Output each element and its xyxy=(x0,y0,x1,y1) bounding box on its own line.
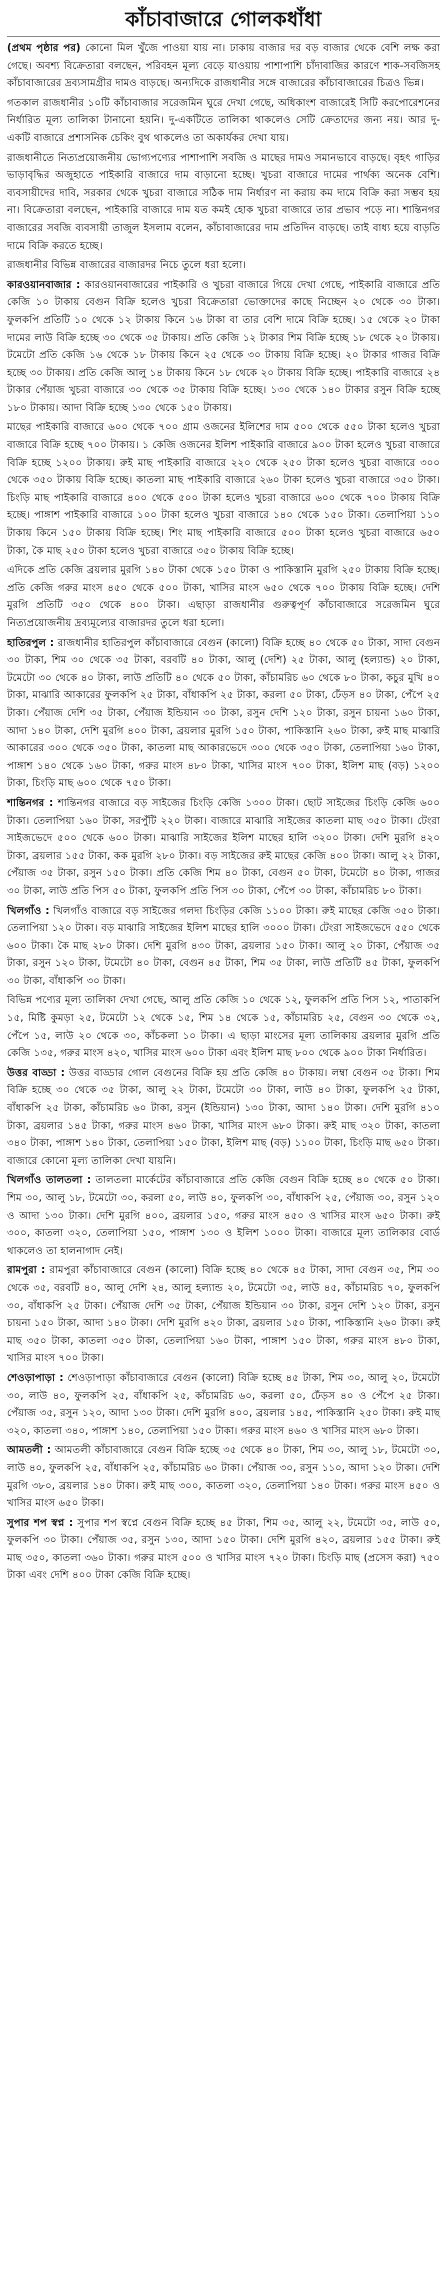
section-lead: রামপুরা : xyxy=(7,1265,46,1277)
paragraph-text: শেওড়াপাড়া কাঁচাবাজারে বেগুন (কালো) বিক্রি হচ্ছে ৪৫ টাকা, শিম ৩০, আলু ২০, টমেটো ৩০, লাউ ৪০, ফুলকপি ২৫, বাঁধাকপি ২৫, কাঁচামরিচ ৬০, করলা ৫০, ঢেঁড়স ৪০ ও পেঁপে ২৫ টাকা। পেঁয়াজ ৩৫, রসুন ১২০, আদা ১৩০ টাকা। দেশি মুরগি ৪০০, ব্রয়লার ১৪৫, পাকিস্তানি ২৫০ টাকা। রুই মাছ ৩২০, কাতলা ৩৪০, পাঙ্গাশ ১৪০, তেলাপিয়া ১৫০ টাকা। গরুর মাংস ৪৬০ ও খাসির মাংস ৬৮০ টাকা। xyxy=(7,1372,441,1437)
article-paragraph xyxy=(7,562,440,632)
section-lead: উত্তর বাড্ডা : xyxy=(7,1067,65,1079)
section-lead: শেওড়াপাড়া : xyxy=(7,1372,64,1384)
article-paragraph xyxy=(7,795,440,901)
article-paragraph xyxy=(7,40,440,93)
article-paragraph xyxy=(7,1172,440,1260)
paragraph-text: তালতলা মার্কেটের কাঁচাবাজারে প্রতি কেজি বেগুন বিক্রি হচ্ছে ৪০ থেকে ৫০ টাকা। শিম ৩০, আলু ১৮, টমেটো ৩০, করলা ৫০, লাউ ৪০, ফুলকপি ৩০, বাঁধাকপি ২৫, পেঁয়াজ ৩০, রসুন ১২০ ও আদা ১৩০ টাকা। দেশি মুরগি ৪০০, ব্রয়লার ১৫০, গরুর মাংস ৪৫০ ও খাসির মাংস ৬৫০ টাকা। রুই ৩০০, কাতলা ৩২০, তেলাপিয়া ১৫০, পাঙ্গাশ ১৩০ ও ইলিশ ১০০০ টাকা। বাজারে মূল্য তালিকার বোর্ড থাকলেও তা হালনাগাদ নেই। xyxy=(7,1175,440,1257)
paragraph-text: রামপুরা কাঁচাবাজারে বেগুন (কালো) বিক্রি হচ্ছে ৪০ থেকে ৪৫ টাকা, সাদা বেগুন ৩৫, শিম ৩০ থেকে ৩৫, বরবটি ৪০, আলু দেশি ২৪, আলু হল্যান্ড ২০, টমেটো ৩৫, লাউ ৪৫, কাঁচামরিচ ৭০, ফুলকপি ৩০, বাঁধাকপি ২৫ টাকা। পেঁয়াজ দেশি ৩৫ টাকা, পেঁয়াজ ইন্ডিয়ান ৩০ টাকা, রসুন দেশি ১২০ টাকা, রসুন চায়না ১৫০ টাকা, আদা ১৪০ টাকা। দেশি মুরগি ৪২০ টাকা, ব্রয়লার ১৫০ টাকা, পাকিস্তানি ২৬০ টাকা। রুই মাছ ৩৫০ টাকা, কাতলা ৩৫০ টাকা, তেলাপিয়া ১৬০ টাকা, পাঙ্গাশ ১৫০ টাকা, গরুর মাংস ৪৮০ টাকা, খাসির মাংস ৭০০ টাকা। xyxy=(7,1265,441,1365)
paragraph-text: এদিকে প্রতি কেজি ব্রয়লার মুরগি ১৪০ টাকা থেকে ১৫০ টাকা ও পাকিস্তানি মুরগি ২৫০ টাকায় বিক্রি হচ্ছে। প্রতি কেজি গরুর মাংস ৪৫০ থেকে ৫০০ টাকা, খাসির মাংস ৬৫০ থেকে ৭০০ টাকায় বিক্রি হচ্ছে। দেশি মুরগি প্রতিটি ৩৫০ থেকে ৪০০ টাকা। এছাড়া রাজধানীর গুরুত্বপূর্ণ কাঁচাবাজারে সরেজমিন ঘুরে নিত্যপ্রয়োজনীয় দ্রব্যমূল্যের বাজারদর তুলে ধরা হলো। xyxy=(7,565,440,629)
article-paragraph xyxy=(7,257,440,275)
section-lead: হাতিরপুল : xyxy=(7,637,54,649)
paragraph-text: শান্তিনগর বাজারে বড় সাইজের চিংড়ি কেজি ১৩০০ টাকা। ছোট সাইজের চিংড়ি কেজি ৬০০ টাকা। তেলাপিয়া ১৬০ টাকা, সরপুঁটি ২২০ টাকা। বাজারে মাঝারি সাইজের কাতলা মাছ ৩৫০ টাকা। টেংরা সাইজভেদে ৫০০ থেকে ৬০০ টাকা। মাঝারি সাইজের ইলিশ মাছের হালি ৩২০০ টাকা। দেশি মুরগি ৪২০ টাকা, ব্রয়লার ১৫৫ টাকা, কক মুরগি ২৮০ টাকা। বড় সাইজের রুই মাছের কেজি ৪০০ টাকা। আলু ২২ টাকা, পেঁয়াজ ৩৫ টাকা, রসুন ১৫০ টাকা। প্রতি কেজি শিম ৪০ টাকা, বেগুন ৫০ টাকা, টমেটো ৪০ টাকা, গাজর ৩০ টাকা, লাউ প্রতি পিস ৫০ টাকা, ফুলকপি প্রতি পিস ৩০ টাকা, পেঁপে ৩০ টাকা, কাঁচামরিচ ৮০ টাকা। xyxy=(7,797,440,897)
article-paragraph xyxy=(7,1370,440,1440)
paragraph-text: রাজধানীর হাতিরপুল কাঁচাবাজারে বেগুন (কালো) বিক্রি হচ্ছে ৪০ থেকে ৫০ টাকা, সাদা বেগুন ৩০ টাকা, শিম ৩০ থেকে ৩৫ টাকা, বরবটি ৪০ টাকা, আলু (দেশি) ২৫ টাকা, আলু (হল্যান্ড) ২০ টাকা, টমেটো ৩০ থেকে ৪০ টাকা, লাউ প্রতিটি ৪০ থেকে ৫০ টাকা, কাঁচামরিচ ৬০ থেকে ৮০ টাকা, কচুর মুখি ৪০ টাকা, মাঝারি আকারের ফুলকপি ২৫ টাকা, বাঁধাকপি ২৫ টাকা, করলা ৫০ টাকা, ঢেঁড়স ৪০ টাকা, পেঁপে ২৫ টাকা। পেঁয়াজ দেশি ৩৫ টাকা, পেঁয়াজ ইন্ডিয়ান ৩০ টাকা, রসুন দেশি ১২০ টাকা, রসুন চায়না ১৬০ টাকা, আদা ১৪০ টাকা, দেশি মুরগি ৪০০ টাকা, ব্রয়লার মুরগি ১৫০ টাকা, পাকিস্তানি ২৬০ টাকা, রুই মাছ মাঝারি আকারের ৩০০ থেকে ৩৫০ টাকা, কাতলা মাছ আকারভেদে ৩০০ থেকে ৩৫০ টাকা, তেলাপিয়া ১৬০ টাকা, পাঙ্গাশ ১৪০ থেকে ১৬০ টাকা, গরুর মাংস ৪৮০ টাকা, খাসির মাংস ৭০০ টাকা, ইলিশ মাছ (বড়) ১২০০ টাকা, চিংড়ি মাছ ৬০০ থেকে ৭৫০ টাকা। xyxy=(7,637,440,790)
section-lead: খিলগাঁও তালতলা : xyxy=(7,1175,92,1187)
article-paragraph xyxy=(7,1515,440,1585)
paragraph-text: রাজধানীতে নিত্যপ্রয়োজনীয় ভোগ্যপণ্যের পাশাপাশি সবজি ও মাছের দামও সমানভাবে বাড়ছে। বৃহৎ গাড়ির ভাড়াবৃদ্ধির অজুহাতে পাইকারি বাজারে দাম বাড়ানো হচ্ছে। খুচরা বাজারে দামের পার্থক্য অনেক বেশি। ব্যবসায়ীদের দাবি, সরকার থেকে খুচরা বাজারে সঠিক দাম নির্ধারণ না করায় কম দামে বিক্রি করা সম্ভব হয় না। বিক্রেতারা বলছেন, পাইকারি বাজারে দাম যত কমই হোক খুচরা বাজারে তার প্রভাব পড়ে না। শান্তিনগর বাজারের সবজি ব্যবসায়ী তাজুল ইসলাম বলেন, কাঁচাবাজারের দাম প্রতিদিন বাড়ছে। তাই বাধ্য হয়ে বাড়তি দামে বিক্রি করতে হচ্ছে। xyxy=(7,152,440,252)
paragraph-text: কোনো মিল খুঁজে পাওয়া যায় না। ঢাকায় বাজার দর বড় বাজার থেকে বেশি লক্ষ করা গেছে। অবশ্য বিক্রেতারা বলছেন, পরিবহন মূল্য বেড়ে যাওয়ায় পাশাপাশি চাঁদাবাজির কারণে শাক-সবজিসহ কাঁচাবাজারের দ্রব্যসামগ্রীর দামও বাড়ছে। অন্যদিকে রাজধানীর সঙ্গে বাজারের কাঁচাবাজারের চিত্রও ভিন্ন। xyxy=(7,43,440,90)
section-lead: শান্তিনগর : xyxy=(7,797,54,809)
article-paragraph xyxy=(7,95,440,148)
paragraph-text: সুপার শপ স্বপ্নে বেগুন বিক্রি হচ্ছে ৪৫ টাকা, শিম ৩৫, আলু ২২, টমেটো ৩৫, লাউ ৫০, ফুলকপি ৩০ টাকা। পেঁয়াজ ৩৫, রসুন ১৩০, আদা ১৫০ টাকা। দেশি মুরগি ৪২০, ব্রয়লার ১৫৫ টাকা। রুই মাছ ৩৫০, কাতলা ৩৬০ টাকা। গরুর মাংস ৫০০ ও খাসির মাংস ৭২০ টাকা। চিংড়ি মাছ (প্রসেস করা) ৭৫০ টাকা এবং দেশি ৪০০ টাকা কেজি বিক্রি হচ্ছে। xyxy=(7,1517,440,1582)
paragraph-text: রাজধানীর বিভিন্ন বাজারের বাজারদর নিচে তুলে ধরা হলো। xyxy=(7,260,246,272)
section-lead: আমতলী : xyxy=(7,1445,51,1457)
article-body xyxy=(7,40,440,1585)
article-paragraph xyxy=(7,903,440,991)
section-lead: সুপার শপ স্বপ্ন : xyxy=(7,1517,74,1529)
paragraph-text: উত্তর বাড্ডার গোল বেগুনের বিক্রি হয় প্রতি কেজি ৪০ টাকায়। লম্বা বেগুন ৩৫ টাকা। শিম বিক্রি হচ্ছে ৩০ থেকে ৩৫ টাকা, আলু ২২ টাকা, টমেটো ৩০ টাকা, লাউ ৪০ টাকা, ফুলকপি ২৫ টাকা, বাঁধাকপি ২৫ টাকা, কাঁচামরিচ ৬০ টাকা, রসুন (ইন্ডিয়ান) ১৩০ টাকা, আদা ১৪০ টাকা। দেশি মুরগি ৪১০ টাকা, ব্রয়লার ১৪৫ টাকা, গরুর মাংস ৪৬০ টাকা, খাসির মাংস ৬৮০ টাকা। রুই মাছ ৩২০ টাকা, কাতলা ৩৪০ টাকা, পাঙ্গাশ ১৪০ টাকা, তেলাপিয়া ১৫০ টাকা, ইলিশ মাছ (বড়) ১১০০ টাকা, চিংড়ি মাছ ৬৫০ টাকা। বাজারে কোনো মূল্য তালিকা দেখা যায়নি। xyxy=(7,1067,440,1167)
article-paragraph xyxy=(7,1065,440,1171)
headline-rule xyxy=(7,36,440,37)
headline: কাঁচাবাজারে গোলকধাঁধা xyxy=(125,7,322,31)
section-lead: কারওয়ানবাজার : xyxy=(7,279,81,291)
paragraph-text: কারওয়ানবাজারের পাইকারি ও খুচরা বাজারে গিয়ে দেখা গেছে, পাইকারি বাজারে প্রতি কেজি ১০ টাকায় বেগুন বিক্রি হলেও খুচরা বিক্রেতারা ভোক্তাদের কাছে নিচ্ছেন ২০ থেকে ৩০ টাকা। ফুলকপি প্রতিটি ১০ থেকে ১২ টাকায় কিনে ১৬ টাকা বা তার বেশি দামে বিক্রি হচ্ছে। ১৫ থেকে ২০ টাকা দামের লাউ বিক্রি হচ্ছে ৩০ থেকে ৩৫ টাকায়। প্রতি কেজি ১২ টাকার শিম বিক্রি হচ্ছে ১৮ থেকে ২০ টাকায়। টমেটো প্রতি কেজি ১৬ থেকে ১৮ টাকায় কিনে ২৫ থেকে ৩০ টাকায় বিক্রি হচ্ছে। ২০ টাকার গাজর বিক্রি হচ্ছে ৩০ টাকায়। প্রতি কেজি আলু ১৪ টাকায় কিনে ১৮ থেকে ২০ টাকায় বিক্রি হচ্ছে। পাইকারি বাজারে ২৪ টাকার পেঁয়াজ খুচরা বাজারে ৩০ থেকে ৩৫ টাকায় বিক্রি হচ্ছে। ১৩০ থেকে ১৪০ টাকার রসুন বিক্রি হচ্ছে ১৮০ টাকায়। আদা বিক্রি হচ্ছে ১৩০ থেকে ১৫০ টাকায়। xyxy=(7,279,440,414)
article-paragraph xyxy=(7,992,440,1062)
article-paragraph xyxy=(7,419,440,560)
article-paragraph xyxy=(7,635,440,793)
paragraph-text: বিভিন্ন পণ্যের মূল্য তালিকা দেখা গেছে, আলু প্রতি কেজি ১০ থেকে ১২, ফুলকপি প্রতি পিস ১২, পাতাকপি ১৫, মিষ্টি কুমড়া ২৫, টমেটো ১২ থেকে ১৫, শিম ১৪ থেকে ১৫, কাঁচামরিচ ২৫, বেগুন ৩০ থেকে ৩২, পেঁপে ১৫, লাউ ২০ থেকে ৩০, কাঁচকলা ১০ টাকা। এ ছাড়া মাংসের মূল্য তালিকায় ব্রয়লার মুরগি প্রতি কেজি ১৩৫, গরুর মাংস ৪২০, খাসির মাংস ৬০০ টাকা এবং ইলিশ মাছ ৮০০ থেকে ৯০০ টাকা নির্ধারিত। xyxy=(7,995,440,1060)
paragraph-text: গতকাল রাজধানীর ১০টি কাঁচাবাজার সরেজমিন ঘুরে দেখা গেছে, অধিকাংশ বাজারেই সিটি করপোরেশনের নির্ধারিত মূল্য তালিকা টানানো হয়নি। দু-একটিতে তালিকা থাকলেও সেটি ক্রেতাদের জন্য নয়। আর দু-একটি বাজারে প্রশাসনিক চেকিং বুথ থাকলেও তা অকার্যকর দেখা যায়। xyxy=(7,97,440,144)
paragraph-text: আমতলী কাঁচাবাজারে বেগুন বিক্রি হচ্ছে ৩৫ থেকে ৪০ টাকা, শিম ৩০, আলু ১৮, টমেটো ৩০, লাউ ৪০, ফুলকপি ২৫, বাঁধাকপি ২৫, কাঁচামরিচ ৬০ টাকা। পেঁয়াজ ৩০, রসুন ১১০, আদা ১২০ টাকা। দেশি মুরগি ৩৮০, ব্রয়লার ১৪০ টাকা। রুই মাছ ৩০০, কাতলা ৩২০, তেলাপিয়া ১৪০ টাকা। গরুর মাংস ৪৫০ ও খাসির মাংস ৬৫০ টাকা। xyxy=(7,1445,440,1510)
section-lead: (প্রথম পৃষ্ঠার পর) xyxy=(7,43,81,54)
paragraph-text: মাছের পাইকারি বাজারে ৬০০ থেকে ৭০০ গ্রাম ওজনের ইলিশের দাম ৫০০ থেকে ৫৫০ টাকা হলেও খুচরা বাজারে বিক্রি হচ্ছে ৭০০ টাকায়। ১ কেজি ওজনের ইলিশ পাইকারি বাজারে ৯০০ টাকা হলেও খুচরা বাজারে বিক্রি হচ্ছে ১২০০ টাকায়। রুই মাছ পাইকারি বাজারে ২২০ থেকে ২৫০ টাকা হলেও খুচরা বাজারে ৩০০ থেকে ৩৫০ টাকায় বিক্রি হচ্ছে। কাতলা মাছ পাইকারি বাজারে ২৬০ টাকা হলেও খুচরা বাজারে ৩৫০ টাকা। চিংড়ি মাছ পাইকারি বাজারে ৪০০ থেকে ৫০০ টাকা হলেও খুচরা বাজারে ৬০০ থেকে ৭০০ টাকায় বিক্রি হচ্ছে। পাঙ্গাশ পাইকারি বাজারে ১০০ টাকা হলেও খুচরা বাজারে ১৪০ থেকে ১৫০ টাকা। তেলাপিয়া ১১০ টাকায় কিনে ১৫০ টাকায় বিক্রি হচ্ছে। শিং মাছ পাইকারি বাজারে ৫০০ টাকা হলেও খুচরা বাজারে ৬৫০ টাকা, কৈ মাছ ২৫০ টাকা হলেও খুচরা বাজারে ৩৫০ টাকায় বিক্রি হচ্ছে। xyxy=(7,422,440,557)
paragraph-text: খিলগাঁও বাজারে বড় সাইজের গলদা চিংড়ির কেজি ১১০০ টাকা। রুই মাছের কেজি ৩৫০ টাকা। তেলাপিয়া ১২০ টাকা। বড় মাঝারি সাইজের ইলিশ মাছের হালি ৩০০০ টাকা। টেংরা সাইজভেদে ৫৫০ থেকে ৬০০ টাকা। কৈ মাছ ২৮০ টাকা। দেশি মুরগি ৪৩০ টাকা, ব্রয়লার ১৫০ টাকা। আলু ২০ টাকা, পেঁয়াজ ৩৫ টাকা, রসুন ১২০ টাকা, টমেটো ৪০ টাকা, বেগুন ৪৫ টাকা, শিম ৩৫ টাকা, লাউ প্রতিটি ৪৫ টাকা, ফুলকপি ৩০ টাকা, বাঁধাকপি ৩০ টাকা। xyxy=(7,905,440,987)
article-paragraph xyxy=(7,1262,440,1368)
section-lead: খিলগাঁও : xyxy=(7,905,50,917)
article-paragraph xyxy=(7,1442,440,1512)
article-paragraph xyxy=(7,277,440,418)
article-paragraph xyxy=(7,150,440,256)
